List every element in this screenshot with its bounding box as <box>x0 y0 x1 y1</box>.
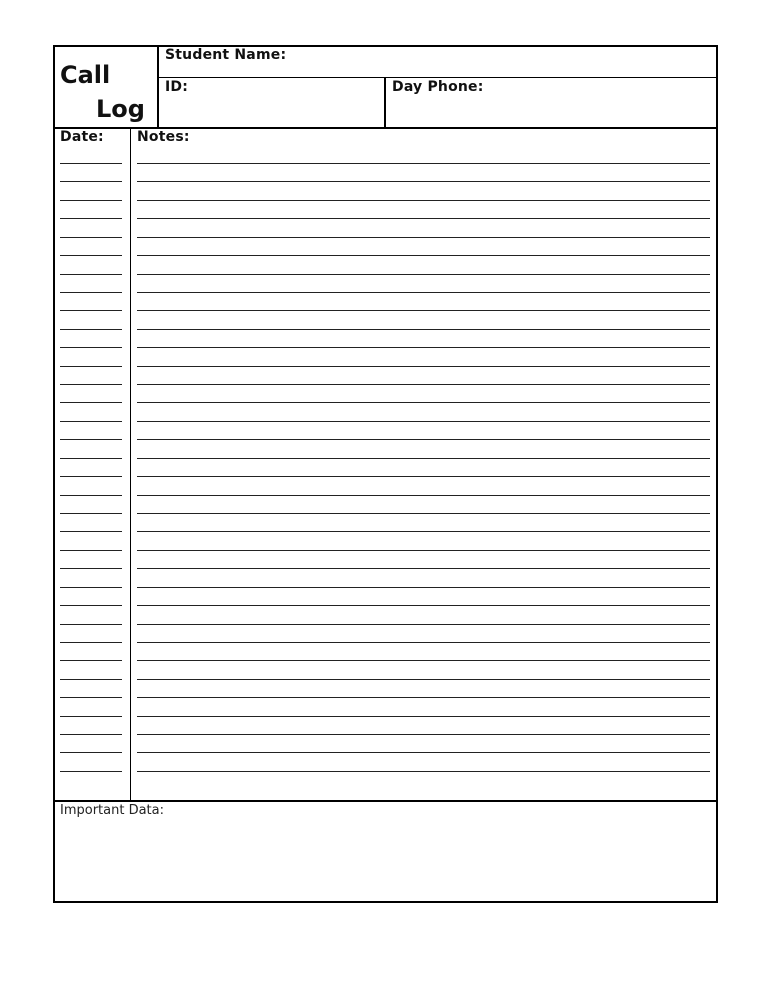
notes-line[interactable] <box>137 421 710 422</box>
date-line[interactable] <box>60 679 122 680</box>
date-line[interactable] <box>60 402 122 403</box>
notes-line[interactable] <box>137 531 710 532</box>
notes-line[interactable] <box>137 366 710 367</box>
date-line[interactable] <box>60 274 122 275</box>
form-header <box>55 47 716 129</box>
notes-label: Notes: <box>137 129 190 145</box>
date-line[interactable] <box>60 587 122 588</box>
notes-line[interactable] <box>137 200 710 201</box>
date-line[interactable] <box>60 347 122 348</box>
date-line[interactable] <box>60 642 122 643</box>
date-line[interactable] <box>60 439 122 440</box>
notes-line[interactable] <box>137 587 710 588</box>
date-line[interactable] <box>60 458 122 459</box>
notes-line[interactable] <box>137 734 710 735</box>
important-data-field[interactable] <box>55 802 716 901</box>
date-line[interactable] <box>60 421 122 422</box>
date-line[interactable] <box>60 329 122 330</box>
date-line[interactable] <box>60 292 122 293</box>
date-line[interactable] <box>60 752 122 753</box>
notes-line[interactable] <box>137 329 710 330</box>
notes-line[interactable] <box>137 274 710 275</box>
title-line-call: Call <box>60 61 111 89</box>
date-line[interactable] <box>60 476 122 477</box>
date-line[interactable] <box>60 605 122 606</box>
date-column <box>55 129 131 800</box>
date-line[interactable] <box>60 697 122 698</box>
id-field[interactable] <box>159 78 386 127</box>
notes-column <box>131 129 716 800</box>
date-line[interactable] <box>60 200 122 201</box>
notes-line[interactable] <box>137 642 710 643</box>
notes-line[interactable] <box>137 679 710 680</box>
title-cell <box>55 47 159 127</box>
date-line[interactable] <box>60 716 122 717</box>
notes-line[interactable] <box>137 752 710 753</box>
notes-line[interactable] <box>137 181 710 182</box>
date-line[interactable] <box>60 366 122 367</box>
notes-line[interactable] <box>137 513 710 514</box>
notes-line[interactable] <box>137 476 710 477</box>
notes-line[interactable] <box>137 439 710 440</box>
notes-line[interactable] <box>137 163 710 164</box>
notes-line[interactable] <box>137 716 710 717</box>
day-phone-field[interactable] <box>386 78 716 127</box>
notes-line[interactable] <box>137 771 710 772</box>
notes-line[interactable] <box>137 697 710 698</box>
notes-line[interactable] <box>137 605 710 606</box>
date-line[interactable] <box>60 218 122 219</box>
notes-line[interactable] <box>137 255 710 256</box>
date-line[interactable] <box>60 660 122 661</box>
notes-line[interactable] <box>137 218 710 219</box>
notes-line[interactable] <box>137 347 710 348</box>
student-name-field[interactable] <box>159 47 716 78</box>
student-name-label: Student Name: <box>165 47 287 63</box>
notes-line[interactable] <box>137 292 710 293</box>
log-body <box>55 129 716 802</box>
date-line[interactable] <box>60 550 122 551</box>
date-line[interactable] <box>60 163 122 164</box>
date-line[interactable] <box>60 734 122 735</box>
title-line-log: Log <box>96 95 145 123</box>
date-line[interactable] <box>60 310 122 311</box>
date-line[interactable] <box>60 255 122 256</box>
notes-line[interactable] <box>137 237 710 238</box>
date-line[interactable] <box>60 495 122 496</box>
notes-line[interactable] <box>137 310 710 311</box>
notes-line[interactable] <box>137 384 710 385</box>
notes-line[interactable] <box>137 660 710 661</box>
notes-line[interactable] <box>137 495 710 496</box>
notes-line[interactable] <box>137 458 710 459</box>
date-line[interactable] <box>60 181 122 182</box>
date-label: Date: <box>60 129 104 145</box>
important-data-label: Important Data: <box>60 803 164 818</box>
id-label: ID: <box>165 79 189 95</box>
notes-line[interactable] <box>137 624 710 625</box>
date-line[interactable] <box>60 531 122 532</box>
notes-line[interactable] <box>137 568 710 569</box>
date-line[interactable] <box>60 384 122 385</box>
date-line[interactable] <box>60 568 122 569</box>
date-line[interactable] <box>60 237 122 238</box>
call-log-form <box>53 45 718 903</box>
date-line[interactable] <box>60 513 122 514</box>
date-line[interactable] <box>60 771 122 772</box>
day-phone-label: Day Phone: <box>392 79 484 95</box>
date-line[interactable] <box>60 624 122 625</box>
notes-line[interactable] <box>137 550 710 551</box>
notes-line[interactable] <box>137 402 710 403</box>
